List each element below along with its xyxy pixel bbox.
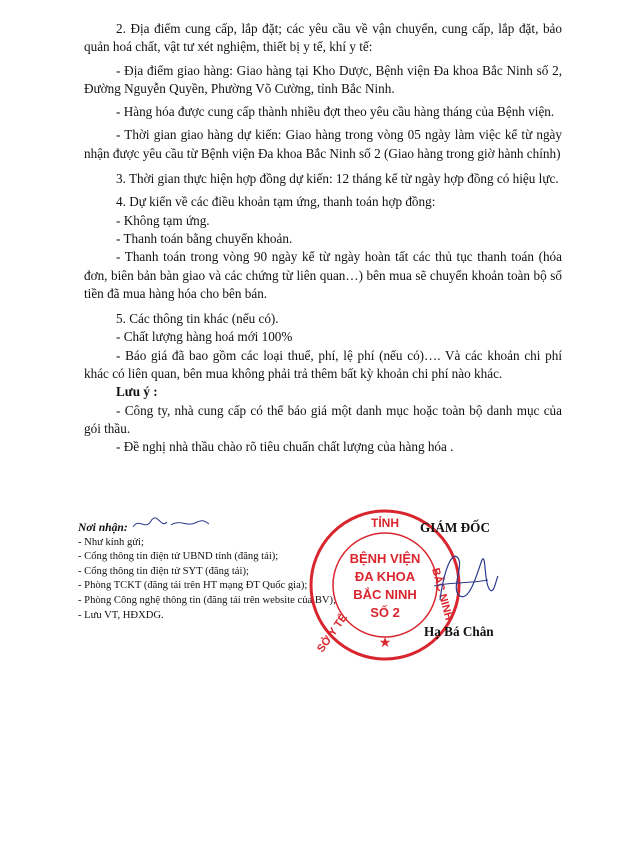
seal-line-1: BỆNH VIỆN — [349, 551, 421, 566]
recipient-item: - Cổng thông tin điện tử UBND tỉnh (đăng tải); — [78, 551, 279, 563]
section-2-heading: 2. Địa điểm cung cấp, lắp đặt; các yêu cầu về vận chuyển, cung cấp, lắp đặt, bảo quản hoá chất, vật tư xét nghiệm, thiết bị y tế, khí y tế: — [84, 21, 562, 55]
recipient-item: - Như kính gửi; — [78, 536, 144, 548]
recipient-item: - Phòng Công nghệ thông tin (đăng tải trên website của BV); — [78, 594, 337, 606]
seal-top-text: TỈNH — [371, 516, 399, 530]
note-quality-standard: - Đề nghị nhà thầu chào rõ tiêu chuẩn chất lượng của hàng hóa . — [116, 439, 454, 455]
no-advance: - Không tạm ứng. — [116, 212, 210, 228]
director-name: Hạ Bá Chân — [424, 624, 494, 639]
price-inclusion: - Báo giá đã bao gồm các loại thuế, phí, lệ phí (nếu có)…. Và các khoản chi phí khác có liên quan, bên mua không phải trả thêm bất kỳ khoản chi phí nào khác. — [84, 347, 562, 382]
recipient-item: - Cổng thông tin điện tử SYT (đăng tải); — [78, 565, 249, 577]
recipients-heading: Nơi nhận: — [78, 521, 128, 534]
bank-transfer: - Thanh toán bằng chuyển khoản. — [116, 230, 293, 246]
quality-requirement: - Chất lượng hàng hoá mới 100% — [116, 329, 293, 345]
seal-line-2: ĐA KHOA — [354, 569, 416, 584]
initials-scribble — [131, 513, 211, 535]
seal-line-4: SỐ 2 — [370, 605, 400, 620]
delivery-location: - Địa điểm giao hàng: Giao hàng tại Kho Dược, Bệnh viện Đa khoa Bắc Ninh số 2, Đường Nguyễn Quyền, Phường Võ Cường, tỉnh Bắc Ninh. — [84, 62, 562, 96]
delivery-time: - Thời gian giao hàng dự kiến: Giao hàng trong vòng 05 ngày làm việc kể từ ngày nhận được yêu cầu từ Bệnh viện Đa khoa Bắc Ninh số 2 (Giao hàng trong giờ hành chính) — [84, 127, 562, 161]
director-title: GIÁM ĐỐC — [420, 520, 490, 535]
delivery-batches: - Hàng hóa được cung cấp thành nhiều đợt theo yêu cầu hàng tháng của Bệnh viện. — [116, 104, 555, 120]
body-text — [84, 20, 562, 457]
note-partial-quote: - Công ty, nhà cung cấp có thể báo giá một danh mục hoặc toàn bộ danh mục của gói thầu. — [84, 402, 562, 436]
director-signature — [430, 540, 500, 620]
recipient-item: - Lưu VT, HĐXDG. — [78, 609, 164, 621]
seal-star-icon: ★ — [378, 635, 392, 651]
payment-terms: - Thanh toán trong vòng 90 ngày kể từ ngày hoàn tất các thủ tục thanh toán (hóa đơn, biên bản bàn giao và các chứng từ liên quan…) bên mua sẽ chuyển khoản toàn bộ số tiền đã mua hàng hóa cho bên bán. — [84, 249, 562, 301]
section-4-heading: 4. Dự kiến về các điều khoản tạm ứng, thanh toán hợp đồng: — [116, 194, 436, 210]
seal-left-arc: SỞ Y TẾ — [315, 611, 351, 655]
seal-line-3: BẮC NINH — [353, 587, 417, 602]
seal-right-arc: BẮC NINH — [429, 566, 455, 622]
note-label: Lưu ý : — [116, 384, 158, 400]
section-3-contract-time: 3. Thời gian thực hiện hợp đồng dự kiến: 12 tháng kể từ ngày hợp đồng có hiệu lực. — [116, 171, 559, 187]
section-5-heading: 5. Các thông tin khác (nếu có). — [116, 311, 279, 327]
recipient-item: - Phòng TCKT (đăng tải trên HT mạng ĐT Quốc gia); — [78, 580, 308, 592]
